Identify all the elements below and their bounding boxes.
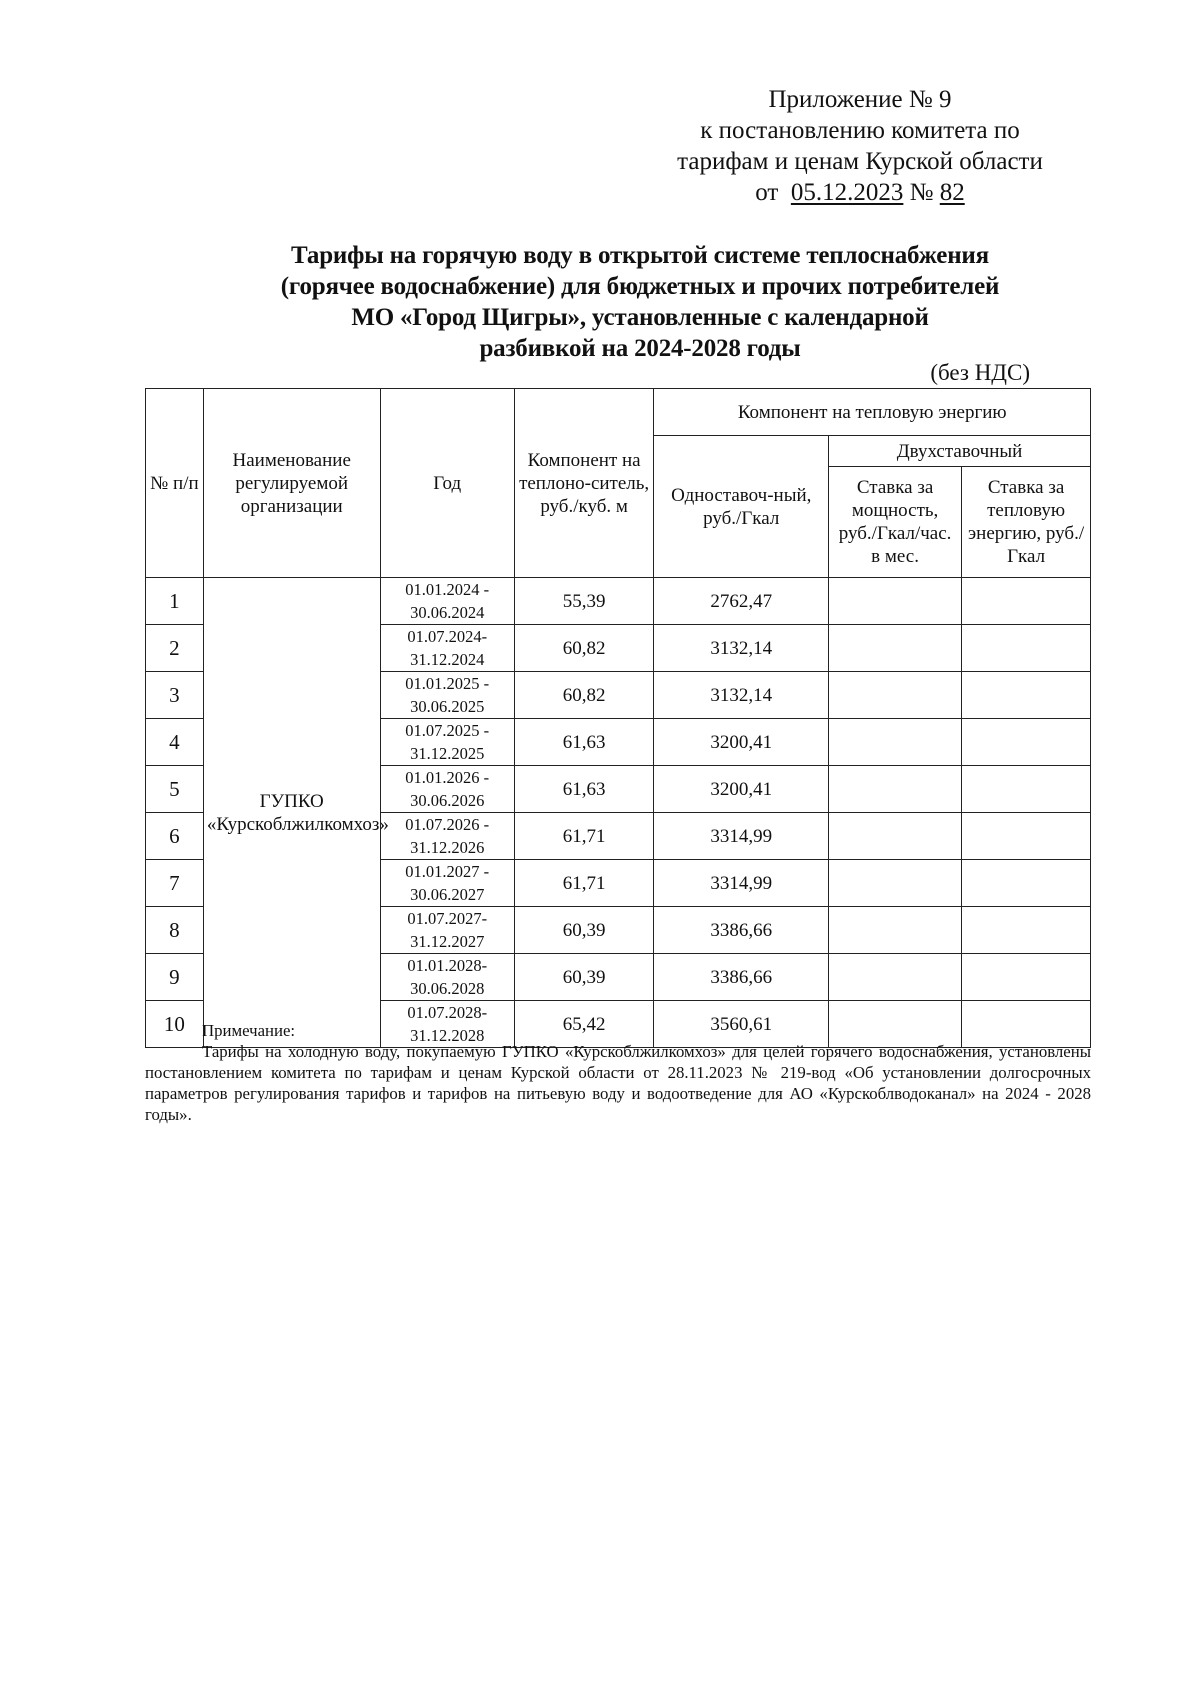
coolant-component-value: 60,82 [514,672,654,719]
appendix-title: Приложение № 9 [768,86,952,113]
coolant-component-value: 61,71 [514,860,654,907]
capacity-rate-value [829,954,962,1001]
period-from: 01.07.2026 - [405,815,490,834]
energy-rate-value [962,672,1091,719]
date-prefix: от [755,179,779,206]
title-line-1: Тарифы на горячую воду в открытой системе теплоснабжения [291,242,989,269]
period-from: 01.07.2025 - [405,721,490,740]
capacity-rate-value [829,719,962,766]
single-rate-value: 3132,14 [654,672,829,719]
energy-rate-value [962,860,1091,907]
row-number: 7 [146,860,204,907]
capacity-rate-value [829,625,962,672]
tariff-table [145,388,1091,1048]
row-number: 5 [146,766,204,813]
coolant-component-value: 61,63 [514,766,654,813]
single-rate-value: 3132,14 [654,625,829,672]
coolant-component-value: 61,71 [514,813,654,860]
appendix-subtitle-line2: тарифам и ценам Курской области [677,148,1043,175]
single-rate-value: 3200,41 [654,766,829,813]
resolution-date: 05.12.2023 [790,179,904,206]
period-from: 01.07.2027- [407,909,488,928]
capacity-rate-value [829,766,962,813]
single-rate-value: 3386,66 [654,907,829,954]
header-two-rate: Двухставочный [829,436,1091,467]
period-to: 30.06.2026 [410,791,485,810]
title-line-3: МО «Город Щигры», установленные с календарной [351,304,929,331]
period-from: 01.01.2024 - [405,580,490,599]
period-from: 01.07.2024- [407,627,488,646]
energy-rate-value [962,719,1091,766]
period-from: 01.07.2028- [407,1003,488,1022]
capacity-rate-value [829,907,962,954]
coolant-component-value: 60,82 [514,625,654,672]
period-to: 30.06.2028 [410,979,485,998]
row-number: 6 [146,813,204,860]
period-from: 01.01.2027 - [405,862,490,881]
coolant-component-value: 60,39 [514,954,654,1001]
period-to: 31.12.2025 [410,744,485,763]
single-rate-value: 3314,99 [654,860,829,907]
document-title [210,240,1070,364]
note-section [145,1020,1091,1125]
table-row [146,578,1091,625]
period-from: 01.01.2026 - [405,768,490,787]
capacity-rate-value [829,813,962,860]
single-rate-value: 3314,99 [654,813,829,860]
period-to: 30.06.2024 [410,603,485,622]
single-rate-value: 2762,47 [654,578,829,625]
period-to: 30.06.2027 [410,885,485,904]
row-number: 1 [146,578,204,625]
resolution-number: 82 [939,179,965,206]
period-to: 31.12.2026 [410,838,485,857]
coolant-component-value: 55,39 [514,578,654,625]
row-number: 3 [146,672,204,719]
period-to: 31.12.2024 [410,650,485,669]
row-number: 9 [146,954,204,1001]
note-label: Примечание: [202,1021,296,1040]
period-from: 01.01.2028- [407,956,488,975]
period-cell [380,719,514,766]
header-heat-component: Компонент на тепловую энергию [654,389,1091,436]
organization-name: ГУПКО «Курскоблжилкомхоз» [203,578,380,1048]
energy-rate-value [962,578,1091,625]
period-to: 30.06.2025 [410,697,485,716]
energy-rate-value [962,766,1091,813]
single-rate-value: 3560,61 [654,1001,829,1048]
single-rate-value: 3386,66 [654,954,829,1001]
energy-rate-value [962,954,1091,1001]
row-number: 8 [146,907,204,954]
period-to: 31.12.2028 [410,1026,485,1045]
number-prefix: № [909,179,934,206]
appendix-header [640,84,1080,208]
title-line-2: (горячее водоснабжение) для бюджетных и прочих потребителей [280,273,1000,300]
period-cell [380,860,514,907]
appendix-subtitle-line1: к постановлению комитета по [700,117,1020,144]
period-cell [380,578,514,625]
header-number: № п/п [146,389,204,578]
header-organization: Наименование регулируемой организации [203,389,380,578]
energy-rate-value [962,625,1091,672]
appendix-date-line [640,177,1080,208]
coolant-component-value: 65,42 [514,1001,654,1048]
header-energy-rate: Ставка за тепловую энергию, руб./Гкал [962,467,1091,578]
capacity-rate-value [829,578,962,625]
vat-note: (без НДС) [930,360,1030,385]
row-number: 10 [146,1001,204,1048]
period-from: 01.01.2025 - [405,674,490,693]
capacity-rate-value [829,860,962,907]
title-line-4: разбивкой на 2024-2028 годы [479,335,801,362]
period-cell [380,813,514,860]
header-year: Год [380,389,514,578]
capacity-rate-value [829,672,962,719]
row-number: 4 [146,719,204,766]
energy-rate-value [962,907,1091,954]
period-cell [380,672,514,719]
energy-rate-value [962,813,1091,860]
header-capacity-rate: Ставка за мощность, руб./Гкал/час. в мес. [829,467,962,578]
header-single-rate: Одноставоч-ный, руб./Гкал [654,436,829,578]
period-cell [380,954,514,1001]
note-text: Тарифы на холодную воду, покупаемую ГУПКО «Курскоблжилкомхоз» для целей горячего водоснабжения, установлены постановлением комитета по тарифам и ценам Курской области от 28.11.2023 № 219-вод «Об установлении долгосрочных параметров регулирования тарифов и тарифов на питьевую воду и водоотведение для АО «Курскоблводоканал» на 2024 - 2028 годы». [145,1042,1091,1124]
period-cell [380,766,514,813]
header-coolant-component: Компонент на теплоно-ситель, руб./куб. м [514,389,654,578]
single-rate-value: 3200,41 [654,719,829,766]
coolant-component-value: 60,39 [514,907,654,954]
period-to: 31.12.2027 [410,932,485,951]
coolant-component-value: 61,63 [514,719,654,766]
period-cell [380,907,514,954]
period-cell [380,625,514,672]
row-number: 2 [146,625,204,672]
